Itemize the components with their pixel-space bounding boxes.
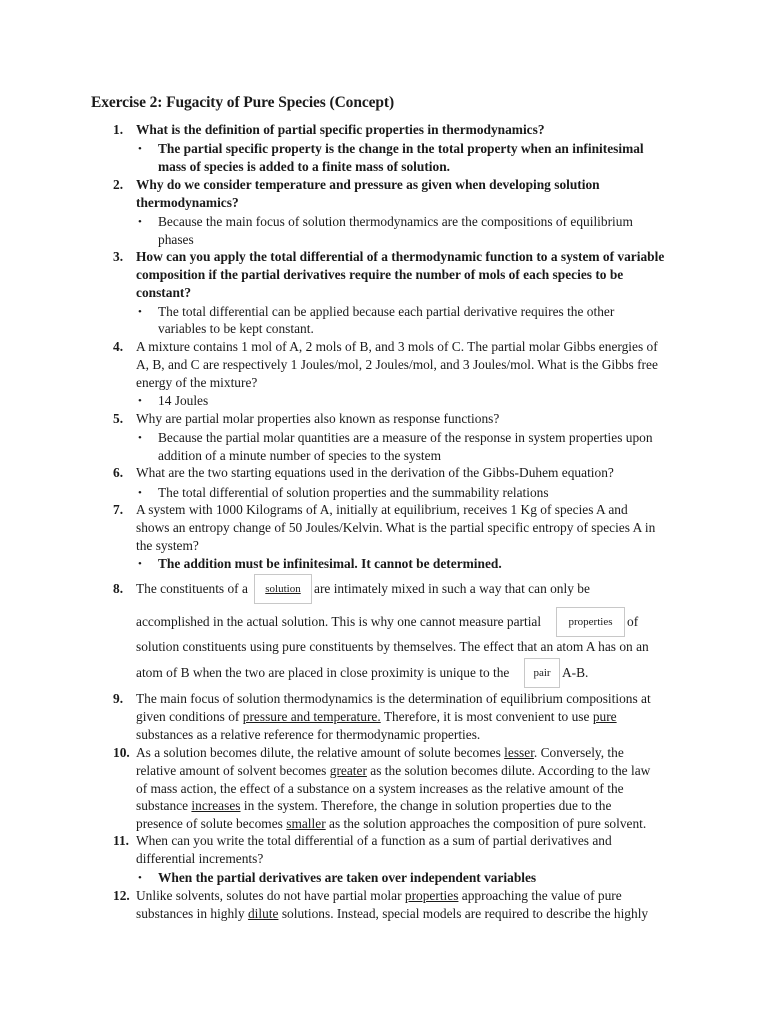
answer-11: When the partial derivatives are taken over independent variables (158, 870, 537, 885)
answer-4: 14 Joules (158, 393, 209, 408)
question-2: Why do we consider temperature and pressure as given when developing solution (136, 177, 600, 192)
fill-answer: properties (404, 888, 459, 903)
question-3: How can you apply the total differential of a thermodynamic function to a system of variable (136, 249, 665, 264)
fill-answer: lesser (504, 745, 534, 760)
answer-field-text: properties (568, 616, 613, 628)
question-3: composition if the partial derivatives require the number of mols of each species to be (136, 267, 624, 282)
item-number: 2. (113, 177, 124, 192)
answer-2: phases (158, 232, 194, 247)
fill-answer: smaller (286, 816, 326, 831)
item-number: 6. (113, 465, 124, 480)
q8-text: The constituents of a (136, 581, 248, 596)
question-2: thermodynamics? (136, 195, 239, 210)
question-1: What is the definition of partial specific properties in thermodynamics? (136, 122, 545, 137)
question-11: differential increments? (136, 851, 264, 866)
q10-text: substance increases in the system. Therefore, the change in solution properties due to the (136, 798, 612, 813)
answer-5: Because the partial molar quantities are a measure of the response in system properties upon (158, 430, 653, 445)
q8-text: of (627, 614, 639, 629)
question-6: What are the two starting equations used in the derivation of the Gibbs-Duhem equation? (136, 465, 614, 480)
question-7: shows an entropy change of 50 Joules/Kelvin. What is the partial specific entropy of species A in (136, 520, 656, 535)
answer-field-solution[interactable] (254, 574, 312, 604)
question-5: Why are partial molar properties also known as response functions? (136, 411, 500, 426)
item-number: 8. (113, 581, 124, 596)
fill-answer: increases (191, 798, 241, 813)
answer-3: The total differential can be applied because each partial derivative requires the other (158, 304, 615, 319)
q10-text: of mass action, the effect of a substance on a system increases as the relative amount of the (136, 781, 624, 796)
question-11: When can you write the total differential of a function as a sum of partial derivatives and (136, 833, 612, 848)
fill-answer: pure (592, 709, 617, 724)
q9-text: The main focus of solution thermodynamics is the determination of equilibrium compositions at (136, 691, 651, 706)
q8-text: are intimately mixed in such a way that can only be (314, 581, 590, 596)
answer-field-pair[interactable] (524, 658, 560, 688)
item-number: 4. (113, 339, 124, 354)
q9-text: substances as a relative reference for thermodynamic properties. (136, 727, 481, 742)
answer-1: The partial specific property is the change in the total property when an infinitesimal (158, 141, 644, 156)
q10-text: relative amount of solvent becomes greater as the solution becomes dilute. According to the law (136, 763, 651, 778)
answer-field-text: pair (533, 667, 551, 679)
bullet-icon: • (138, 395, 142, 407)
answer-6: The total differential of solution properties and the summability relations (158, 485, 549, 500)
answer-field-text: solution (265, 583, 301, 595)
answer-5: addition of a minute number of species to the system (158, 448, 442, 463)
question-4: A, B, and C are respectively 1 Joules/mol, 2 Joules/mol, and 3 Joules/mol. What is the Gibbs free (136, 357, 658, 372)
bullet-icon: • (138, 306, 142, 318)
q8-text: A-B. (562, 665, 589, 680)
answer-1: mass of species is added to a finite mass of solution. (158, 159, 451, 174)
item-number: 5. (113, 411, 124, 426)
q9-text: given conditions of pressure and temperature. Therefore, it is most convenient to use pure (136, 709, 617, 724)
item-number: 11. (113, 833, 129, 848)
fill-answer: pressure and temperature. (242, 709, 381, 724)
item-number: 7. (113, 502, 124, 517)
fill-answer: greater (329, 763, 367, 778)
item-number: 3. (113, 249, 124, 264)
question-7: A system with 1000 Kilograms of A, initially at equilibrium, receives 1 Kg of species A and (136, 502, 628, 517)
q10-text: presence of solute becomes smaller as the solution approaches the composition of pure solvent. (136, 816, 647, 831)
item-number: 12. (113, 888, 130, 903)
fill-answer: dilute (247, 906, 279, 921)
bullet-icon: • (138, 216, 142, 228)
bullet-icon: • (138, 432, 142, 444)
answer-7: The addition must be infinitesimal. It cannot be determined. (158, 556, 502, 571)
question-3: constant? (136, 285, 192, 300)
bullet-icon: • (138, 487, 142, 499)
answer-3: variables to be kept constant. (158, 321, 314, 336)
item-number: 1. (113, 122, 124, 137)
q8-text: atom of B when the two are placed in close proximity is unique to the (136, 665, 510, 680)
item-number: 10. (113, 745, 130, 760)
q8-text: solution constituents using pure constituents by themselves. The effect that an atom A has on an (136, 639, 649, 654)
answer-2: Because the main focus of solution thermodynamics are the compositions of equilibrium (158, 214, 633, 229)
bullet-icon: • (138, 558, 142, 570)
page-title: Exercise 2: Fugacity of Pure Species (Concept) (91, 94, 395, 111)
question-4: energy of the mixture? (136, 375, 258, 390)
answer-field-properties[interactable] (556, 607, 625, 637)
bullet-icon: • (138, 872, 142, 884)
bullet-icon: • (138, 143, 142, 155)
question-4: A mixture contains 1 mol of A, 2 mols of B, and 3 mols of C. The partial molar Gibbs energies of (136, 339, 658, 354)
q12-text: Unlike solvents, solutes do not have partial molar properties approaching the value of pure (136, 888, 622, 903)
item-number: 9. (113, 691, 124, 706)
q10-text: As a solution becomes dilute, the relative amount of solute becomes lesser. Conversely, the (136, 745, 624, 760)
q8-text: accomplished in the actual solution. This is why one cannot measure partial (136, 614, 542, 629)
q12-text: substances in highly dilute solutions. Instead, special models are required to describe the highly (136, 906, 649, 921)
question-7: the system? (136, 538, 199, 553)
